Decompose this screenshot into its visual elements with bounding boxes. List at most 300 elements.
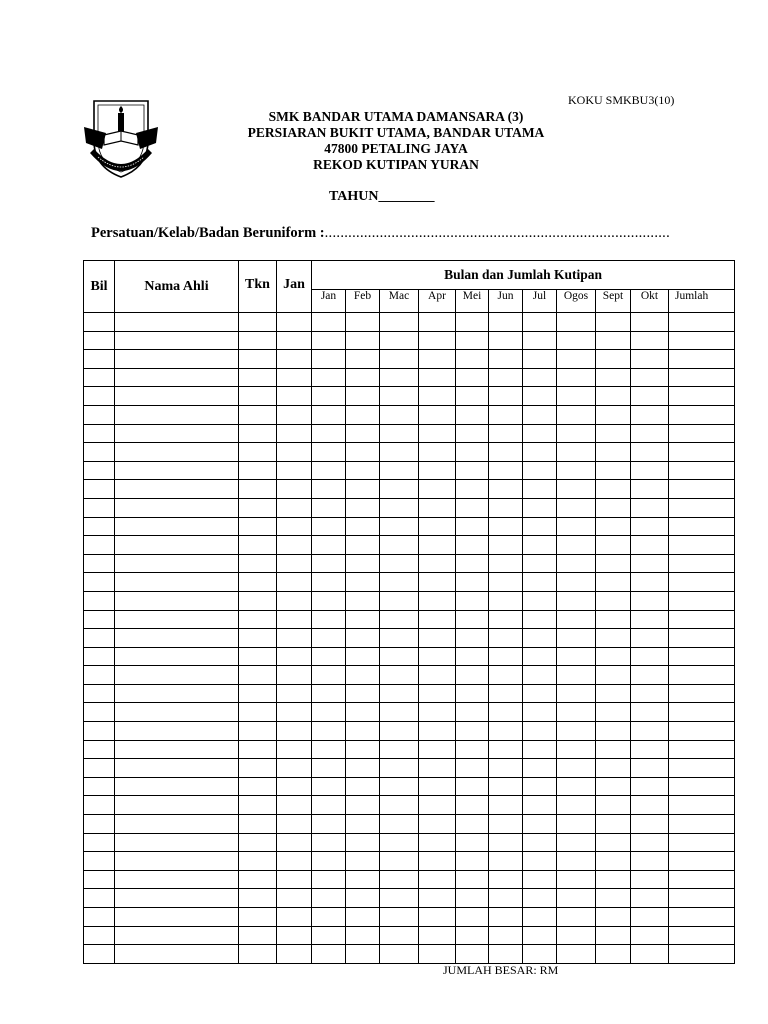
table-cell[interactable] xyxy=(380,796,419,815)
table-cell[interactable] xyxy=(669,684,735,703)
table-cell[interactable] xyxy=(523,926,557,945)
table-cell[interactable] xyxy=(239,833,277,852)
table-cell[interactable] xyxy=(596,684,631,703)
table-cell[interactable] xyxy=(419,443,456,462)
table-cell[interactable] xyxy=(115,387,239,406)
table-cell[interactable] xyxy=(239,945,277,964)
table-cell[interactable] xyxy=(557,703,596,722)
table-cell[interactable] xyxy=(115,852,239,871)
table-cell[interactable] xyxy=(419,313,456,332)
table-cell[interactable] xyxy=(115,443,239,462)
table-cell[interactable] xyxy=(419,498,456,517)
table-cell[interactable] xyxy=(277,480,312,499)
table-cell[interactable] xyxy=(557,405,596,424)
table-cell[interactable] xyxy=(115,629,239,648)
table-cell[interactable] xyxy=(596,759,631,778)
table-cell[interactable] xyxy=(312,554,346,573)
table-cell[interactable] xyxy=(419,591,456,610)
table-cell[interactable] xyxy=(669,573,735,592)
table-cell[interactable] xyxy=(239,740,277,759)
table-cell[interactable] xyxy=(669,350,735,369)
table-cell[interactable] xyxy=(631,647,669,666)
table-cell[interactable] xyxy=(84,926,115,945)
table-cell[interactable] xyxy=(557,647,596,666)
table-cell[interactable] xyxy=(346,666,380,685)
table-cell[interactable] xyxy=(456,647,489,666)
table-cell[interactable] xyxy=(456,926,489,945)
table-cell[interactable] xyxy=(489,591,523,610)
table-cell[interactable] xyxy=(456,815,489,834)
table-cell[interactable] xyxy=(239,498,277,517)
table-cell[interactable] xyxy=(277,647,312,666)
table-cell[interactable] xyxy=(239,610,277,629)
table-cell[interactable] xyxy=(523,759,557,778)
table-cell[interactable] xyxy=(380,387,419,406)
table-cell[interactable] xyxy=(456,517,489,536)
table-cell[interactable] xyxy=(523,461,557,480)
table-cell[interactable] xyxy=(239,591,277,610)
table-cell[interactable] xyxy=(669,945,735,964)
table-cell[interactable] xyxy=(669,387,735,406)
table-cell[interactable] xyxy=(523,815,557,834)
table-cell[interactable] xyxy=(419,629,456,648)
table-cell[interactable] xyxy=(489,443,523,462)
table-cell[interactable] xyxy=(557,610,596,629)
table-cell[interactable] xyxy=(669,833,735,852)
table-cell[interactable] xyxy=(456,443,489,462)
table-cell[interactable] xyxy=(419,405,456,424)
table-cell[interactable] xyxy=(489,647,523,666)
table-cell[interactable] xyxy=(419,666,456,685)
table-cell[interactable] xyxy=(489,536,523,555)
table-cell[interactable] xyxy=(380,629,419,648)
table-cell[interactable] xyxy=(669,908,735,927)
table-cell[interactable] xyxy=(489,740,523,759)
table-cell[interactable] xyxy=(523,405,557,424)
table-cell[interactable] xyxy=(631,480,669,499)
table-cell[interactable] xyxy=(84,517,115,536)
table-cell[interactable] xyxy=(277,926,312,945)
table-cell[interactable] xyxy=(631,926,669,945)
table-cell[interactable] xyxy=(596,368,631,387)
table-cell[interactable] xyxy=(277,945,312,964)
table-cell[interactable] xyxy=(277,498,312,517)
table-cell[interactable] xyxy=(380,405,419,424)
table-cell[interactable] xyxy=(456,405,489,424)
table-cell[interactable] xyxy=(115,815,239,834)
table-cell[interactable] xyxy=(84,722,115,741)
table-cell[interactable] xyxy=(557,313,596,332)
table-cell[interactable] xyxy=(277,350,312,369)
table-cell[interactable] xyxy=(312,945,346,964)
table-cell[interactable] xyxy=(115,647,239,666)
table-cell[interactable] xyxy=(489,889,523,908)
table-cell[interactable] xyxy=(596,536,631,555)
table-cell[interactable] xyxy=(277,666,312,685)
table-cell[interactable] xyxy=(596,703,631,722)
table-cell[interactable] xyxy=(523,945,557,964)
table-cell[interactable] xyxy=(557,852,596,871)
table-cell[interactable] xyxy=(557,554,596,573)
table-cell[interactable] xyxy=(346,350,380,369)
table-cell[interactable] xyxy=(346,722,380,741)
table-cell[interactable] xyxy=(312,498,346,517)
table-cell[interactable] xyxy=(84,777,115,796)
table-cell[interactable] xyxy=(456,777,489,796)
table-cell[interactable] xyxy=(239,536,277,555)
table-cell[interactable] xyxy=(669,610,735,629)
table-cell[interactable] xyxy=(419,461,456,480)
table-cell[interactable] xyxy=(631,387,669,406)
table-cell[interactable] xyxy=(419,703,456,722)
table-cell[interactable] xyxy=(239,870,277,889)
table-cell[interactable] xyxy=(346,833,380,852)
table-cell[interactable] xyxy=(557,833,596,852)
table-cell[interactable] xyxy=(277,387,312,406)
table-cell[interactable] xyxy=(115,368,239,387)
table-cell[interactable] xyxy=(84,461,115,480)
table-cell[interactable] xyxy=(596,647,631,666)
table-cell[interactable] xyxy=(312,722,346,741)
table-cell[interactable] xyxy=(456,852,489,871)
table-cell[interactable] xyxy=(115,740,239,759)
table-cell[interactable] xyxy=(115,498,239,517)
table-cell[interactable] xyxy=(489,852,523,871)
table-cell[interactable] xyxy=(489,926,523,945)
table-cell[interactable] xyxy=(380,424,419,443)
table-cell[interactable] xyxy=(456,796,489,815)
table-cell[interactable] xyxy=(239,647,277,666)
table-cell[interactable] xyxy=(557,908,596,927)
table-cell[interactable] xyxy=(669,815,735,834)
table-cell[interactable] xyxy=(523,387,557,406)
table-cell[interactable] xyxy=(277,796,312,815)
table-cell[interactable] xyxy=(557,926,596,945)
table-cell[interactable] xyxy=(419,480,456,499)
table-cell[interactable] xyxy=(456,703,489,722)
table-cell[interactable] xyxy=(557,777,596,796)
table-cell[interactable] xyxy=(631,945,669,964)
table-cell[interactable] xyxy=(631,591,669,610)
table-cell[interactable] xyxy=(456,536,489,555)
table-cell[interactable] xyxy=(277,443,312,462)
table-cell[interactable] xyxy=(380,591,419,610)
table-cell[interactable] xyxy=(557,591,596,610)
table-cell[interactable] xyxy=(669,740,735,759)
table-cell[interactable] xyxy=(596,908,631,927)
table-cell[interactable] xyxy=(277,833,312,852)
table-cell[interactable] xyxy=(489,722,523,741)
table-cell[interactable] xyxy=(84,740,115,759)
table-cell[interactable] xyxy=(419,796,456,815)
table-cell[interactable] xyxy=(346,387,380,406)
table-cell[interactable] xyxy=(523,870,557,889)
table-cell[interactable] xyxy=(596,870,631,889)
table-cell[interactable] xyxy=(115,536,239,555)
table-cell[interactable] xyxy=(669,759,735,778)
table-cell[interactable] xyxy=(523,443,557,462)
table-cell[interactable] xyxy=(669,629,735,648)
table-cell[interactable] xyxy=(557,889,596,908)
table-cell[interactable] xyxy=(631,536,669,555)
table-cell[interactable] xyxy=(380,889,419,908)
table-cell[interactable] xyxy=(523,536,557,555)
table-cell[interactable] xyxy=(631,833,669,852)
table-cell[interactable] xyxy=(456,908,489,927)
table-cell[interactable] xyxy=(489,573,523,592)
table-cell[interactable] xyxy=(312,908,346,927)
table-cell[interactable] xyxy=(419,350,456,369)
table-cell[interactable] xyxy=(84,536,115,555)
table-cell[interactable] xyxy=(523,368,557,387)
table-cell[interactable] xyxy=(84,889,115,908)
table-cell[interactable] xyxy=(557,387,596,406)
table-cell[interactable] xyxy=(84,815,115,834)
table-cell[interactable] xyxy=(312,480,346,499)
table-cell[interactable] xyxy=(346,889,380,908)
table-cell[interactable] xyxy=(115,777,239,796)
table-cell[interactable] xyxy=(557,740,596,759)
table-cell[interactable] xyxy=(312,666,346,685)
table-cell[interactable] xyxy=(596,796,631,815)
table-cell[interactable] xyxy=(419,424,456,443)
table-cell[interactable] xyxy=(523,908,557,927)
table-cell[interactable] xyxy=(456,722,489,741)
table-cell[interactable] xyxy=(631,666,669,685)
table-cell[interactable] xyxy=(456,480,489,499)
table-cell[interactable] xyxy=(312,517,346,536)
table-cell[interactable] xyxy=(489,368,523,387)
table-cell[interactable] xyxy=(489,777,523,796)
table-cell[interactable] xyxy=(631,350,669,369)
table-cell[interactable] xyxy=(115,424,239,443)
table-cell[interactable] xyxy=(596,889,631,908)
table-cell[interactable] xyxy=(239,815,277,834)
table-cell[interactable] xyxy=(380,833,419,852)
table-cell[interactable] xyxy=(84,350,115,369)
table-cell[interactable] xyxy=(115,610,239,629)
table-cell[interactable] xyxy=(84,331,115,350)
table-cell[interactable] xyxy=(489,350,523,369)
table-cell[interactable] xyxy=(239,517,277,536)
table-cell[interactable] xyxy=(419,387,456,406)
table-cell[interactable] xyxy=(239,424,277,443)
table-cell[interactable] xyxy=(115,591,239,610)
table-cell[interactable] xyxy=(419,684,456,703)
table-cell[interactable] xyxy=(239,554,277,573)
table-cell[interactable] xyxy=(312,684,346,703)
table-cell[interactable] xyxy=(456,759,489,778)
table-cell[interactable] xyxy=(277,331,312,350)
table-cell[interactable] xyxy=(596,480,631,499)
table-cell[interactable] xyxy=(523,852,557,871)
table-cell[interactable] xyxy=(419,833,456,852)
table-cell[interactable] xyxy=(277,889,312,908)
table-cell[interactable] xyxy=(419,815,456,834)
table-cell[interactable] xyxy=(631,517,669,536)
table-cell[interactable] xyxy=(669,926,735,945)
table-cell[interactable] xyxy=(669,443,735,462)
table-cell[interactable] xyxy=(277,703,312,722)
table-cell[interactable] xyxy=(84,852,115,871)
table-cell[interactable] xyxy=(239,889,277,908)
table-cell[interactable] xyxy=(84,498,115,517)
table-cell[interactable] xyxy=(239,573,277,592)
table-cell[interactable] xyxy=(631,815,669,834)
table-cell[interactable] xyxy=(84,573,115,592)
table-cell[interactable] xyxy=(596,945,631,964)
table-cell[interactable] xyxy=(312,870,346,889)
table-cell[interactable] xyxy=(277,777,312,796)
table-cell[interactable] xyxy=(84,591,115,610)
table-cell[interactable] xyxy=(557,759,596,778)
table-cell[interactable] xyxy=(631,908,669,927)
table-cell[interactable] xyxy=(489,498,523,517)
table-cell[interactable] xyxy=(346,870,380,889)
table-cell[interactable] xyxy=(115,480,239,499)
table-cell[interactable] xyxy=(84,796,115,815)
table-cell[interactable] xyxy=(346,815,380,834)
table-cell[interactable] xyxy=(596,833,631,852)
table-cell[interactable] xyxy=(239,461,277,480)
table-cell[interactable] xyxy=(277,573,312,592)
table-cell[interactable] xyxy=(419,870,456,889)
table-cell[interactable] xyxy=(239,350,277,369)
table-cell[interactable] xyxy=(523,517,557,536)
table-cell[interactable] xyxy=(419,908,456,927)
table-cell[interactable] xyxy=(419,945,456,964)
table-cell[interactable] xyxy=(312,573,346,592)
table-cell[interactable] xyxy=(239,908,277,927)
table-cell[interactable] xyxy=(312,647,346,666)
table-cell[interactable] xyxy=(456,591,489,610)
table-cell[interactable] xyxy=(596,313,631,332)
table-cell[interactable] xyxy=(346,796,380,815)
table-cell[interactable] xyxy=(631,573,669,592)
table-cell[interactable] xyxy=(346,480,380,499)
table-cell[interactable] xyxy=(346,777,380,796)
table-cell[interactable] xyxy=(456,554,489,573)
table-cell[interactable] xyxy=(669,498,735,517)
table-cell[interactable] xyxy=(312,703,346,722)
table-cell[interactable] xyxy=(523,480,557,499)
table-cell[interactable] xyxy=(380,554,419,573)
table-cell[interactable] xyxy=(596,498,631,517)
table-cell[interactable] xyxy=(277,908,312,927)
table-cell[interactable] xyxy=(557,945,596,964)
table-cell[interactable] xyxy=(312,740,346,759)
table-cell[interactable] xyxy=(115,517,239,536)
table-cell[interactable] xyxy=(631,424,669,443)
table-cell[interactable] xyxy=(239,331,277,350)
table-cell[interactable] xyxy=(239,684,277,703)
table-cell[interactable] xyxy=(631,443,669,462)
table-cell[interactable] xyxy=(523,796,557,815)
table-cell[interactable] xyxy=(239,405,277,424)
table-cell[interactable] xyxy=(669,722,735,741)
table-cell[interactable] xyxy=(239,852,277,871)
table-cell[interactable] xyxy=(277,722,312,741)
table-cell[interactable] xyxy=(312,387,346,406)
table-cell[interactable] xyxy=(346,945,380,964)
table-cell[interactable] xyxy=(419,777,456,796)
table-cell[interactable] xyxy=(346,443,380,462)
table-cell[interactable] xyxy=(669,591,735,610)
table-cell[interactable] xyxy=(277,870,312,889)
table-cell[interactable] xyxy=(312,833,346,852)
table-cell[interactable] xyxy=(523,554,557,573)
table-cell[interactable] xyxy=(380,498,419,517)
table-cell[interactable] xyxy=(557,629,596,648)
table-cell[interactable] xyxy=(84,908,115,927)
table-cell[interactable] xyxy=(419,852,456,871)
table-cell[interactable] xyxy=(631,777,669,796)
table-cell[interactable] xyxy=(523,573,557,592)
table-cell[interactable] xyxy=(419,610,456,629)
table-cell[interactable] xyxy=(346,331,380,350)
table-cell[interactable] xyxy=(239,722,277,741)
table-cell[interactable] xyxy=(84,870,115,889)
table-cell[interactable] xyxy=(346,740,380,759)
table-cell[interactable] xyxy=(239,926,277,945)
table-cell[interactable] xyxy=(669,405,735,424)
table-cell[interactable] xyxy=(380,815,419,834)
table-cell[interactable] xyxy=(456,889,489,908)
table-cell[interactable] xyxy=(557,424,596,443)
table-cell[interactable] xyxy=(631,722,669,741)
table-cell[interactable] xyxy=(312,350,346,369)
table-cell[interactable] xyxy=(456,461,489,480)
table-cell[interactable] xyxy=(419,926,456,945)
table-cell[interactable] xyxy=(631,629,669,648)
table-cell[interactable] xyxy=(312,629,346,648)
table-cell[interactable] xyxy=(631,313,669,332)
table-cell[interactable] xyxy=(380,536,419,555)
table-cell[interactable] xyxy=(669,313,735,332)
table-cell[interactable] xyxy=(669,870,735,889)
table-cell[interactable] xyxy=(346,405,380,424)
table-cell[interactable] xyxy=(312,610,346,629)
table-cell[interactable] xyxy=(312,777,346,796)
table-cell[interactable] xyxy=(489,554,523,573)
table-cell[interactable] xyxy=(489,313,523,332)
table-cell[interactable] xyxy=(489,759,523,778)
table-cell[interactable] xyxy=(115,666,239,685)
table-cell[interactable] xyxy=(380,480,419,499)
table-cell[interactable] xyxy=(115,350,239,369)
table-cell[interactable] xyxy=(596,331,631,350)
table-cell[interactable] xyxy=(523,722,557,741)
table-cell[interactable] xyxy=(489,480,523,499)
table-cell[interactable] xyxy=(456,350,489,369)
table-cell[interactable] xyxy=(669,536,735,555)
table-cell[interactable] xyxy=(239,777,277,796)
table-cell[interactable] xyxy=(277,610,312,629)
table-cell[interactable] xyxy=(239,759,277,778)
table-cell[interactable] xyxy=(277,405,312,424)
table-cell[interactable] xyxy=(239,796,277,815)
table-cell[interactable] xyxy=(631,610,669,629)
table-cell[interactable] xyxy=(557,796,596,815)
table-cell[interactable] xyxy=(380,331,419,350)
table-cell[interactable] xyxy=(419,368,456,387)
table-cell[interactable] xyxy=(419,740,456,759)
table-cell[interactable] xyxy=(456,368,489,387)
table-cell[interactable] xyxy=(84,313,115,332)
table-cell[interactable] xyxy=(84,703,115,722)
table-cell[interactable] xyxy=(631,852,669,871)
table-cell[interactable] xyxy=(419,517,456,536)
